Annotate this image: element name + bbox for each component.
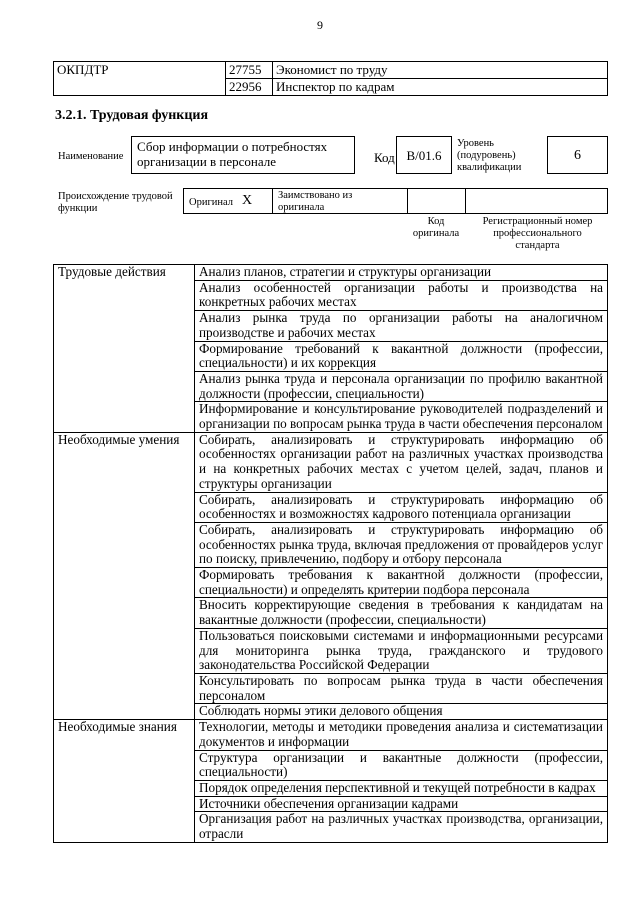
code-original-caption: Код оригинала — [412, 216, 460, 239]
item-cell: Анализ рынка труда и персонала организации по профилю вакантной должности (профессии, специальности) — [195, 371, 608, 401]
level-value-box: 6 — [547, 136, 608, 174]
okpdtr-table — [53, 61, 608, 96]
okpdtr-row — [54, 62, 608, 79]
item-cell: Консультировать по вопросам рынка труда в части обеспечения персоналом — [195, 673, 608, 703]
item-cell: Формировать требования к вакантной должности (профессии, специальности) и определять критерии подбора персонала — [195, 568, 608, 598]
item-cell: Анализ рынка труда по организации работы на аналогичном производстве и рабочих местах — [195, 311, 608, 341]
function-details-table — [53, 264, 608, 843]
category-cell: Необходимые знания — [54, 720, 195, 843]
item-cell: Технологии, методы и методики проведения анализа и систематизации документов и информации — [195, 720, 608, 750]
origin-divider — [465, 189, 466, 213]
okpdtr-code: 22956 — [226, 79, 273, 96]
origin-divider — [272, 189, 273, 213]
okpdtr-code: 27755 — [226, 62, 273, 79]
origin-divider — [407, 189, 408, 213]
name-label: Наименование — [58, 151, 124, 162]
item-cell: Вносить корректирующие сведения в требования к кандидатам на вакантные должности (профессии, специальности) — [195, 598, 608, 628]
okpdtr-label: ОКПДТР — [54, 62, 226, 96]
item-cell: Анализ планов, стратегии и структуры организации — [195, 265, 608, 281]
origin-box — [183, 188, 608, 214]
item-cell: Собирать, анализировать и структурировать информацию об особенностях организации работ на различных участках производства и на конкретных рабочих местах с учетом целей, задач, планов и структуры организации — [195, 432, 608, 492]
item-cell: Структура организации и вакантные должности (профессии, специальности) — [195, 750, 608, 780]
category-cell: Необходимые умения — [54, 432, 195, 719]
reg-number-caption: Регистрационный номер профессионального стандарта — [482, 216, 593, 251]
borrowed-label: Заимствовано из оригинала — [278, 190, 353, 213]
original-mark: X — [242, 193, 253, 208]
category-cell: Трудовые действия — [54, 265, 195, 433]
table-row — [54, 432, 608, 492]
code-label: Код — [374, 150, 395, 165]
origin-label: Происхождение трудовой функции — [58, 191, 173, 214]
okpdtr-name: Инспектор по кадрам — [273, 79, 608, 96]
function-code-box: B/01.6 — [396, 136, 452, 174]
page-number: 9 — [317, 18, 323, 32]
item-cell: Порядок определения перспективной и текущей потребности в кадрах — [195, 780, 608, 796]
item-cell: Формирование требований к вакантной должности (профессии, специальности) и их коррекция — [195, 341, 608, 371]
table-row — [54, 720, 608, 750]
function-name-box: Сбор информации о потребностях организации в персонале — [131, 136, 355, 174]
item-cell: Собирать, анализировать и структурировать информацию об особенностях рынка труда, включая предложения от провайдеров услуг по поиску, привлечению, подбору и отбору персонала — [195, 522, 608, 567]
item-cell: Информирование и консультирование руководителей подразделений и организации по вопросам рынка труда в части обеспечения персоналом — [195, 402, 608, 432]
item-cell: Пользоваться поисковыми системами и информационными ресурсами для мониторинга рынка труда, гражданского и трудового законодательства Российской Федерации — [195, 628, 608, 673]
item-cell: Соблюдать нормы этики делового общения — [195, 704, 608, 720]
item-cell: Организация работ на различных участках производства, организации, отрасли — [195, 812, 608, 842]
item-cell: Источники обеспечения организации кадрами — [195, 796, 608, 812]
original-label: Оригинал — [189, 197, 233, 208]
section-heading: 3.2.1. Трудовая функция — [55, 108, 209, 123]
item-cell: Собирать, анализировать и структурировать информацию об особенностях и возможностях кадрового потенциала организации — [195, 492, 608, 522]
level-label: Уровень (подуровень) квалификации — [457, 138, 522, 173]
item-cell: Анализ особенностей организации работы и производства на конкретных рабочих местах — [195, 280, 608, 310]
table-row — [54, 265, 608, 281]
okpdtr-name: Экономист по труду — [273, 62, 608, 79]
